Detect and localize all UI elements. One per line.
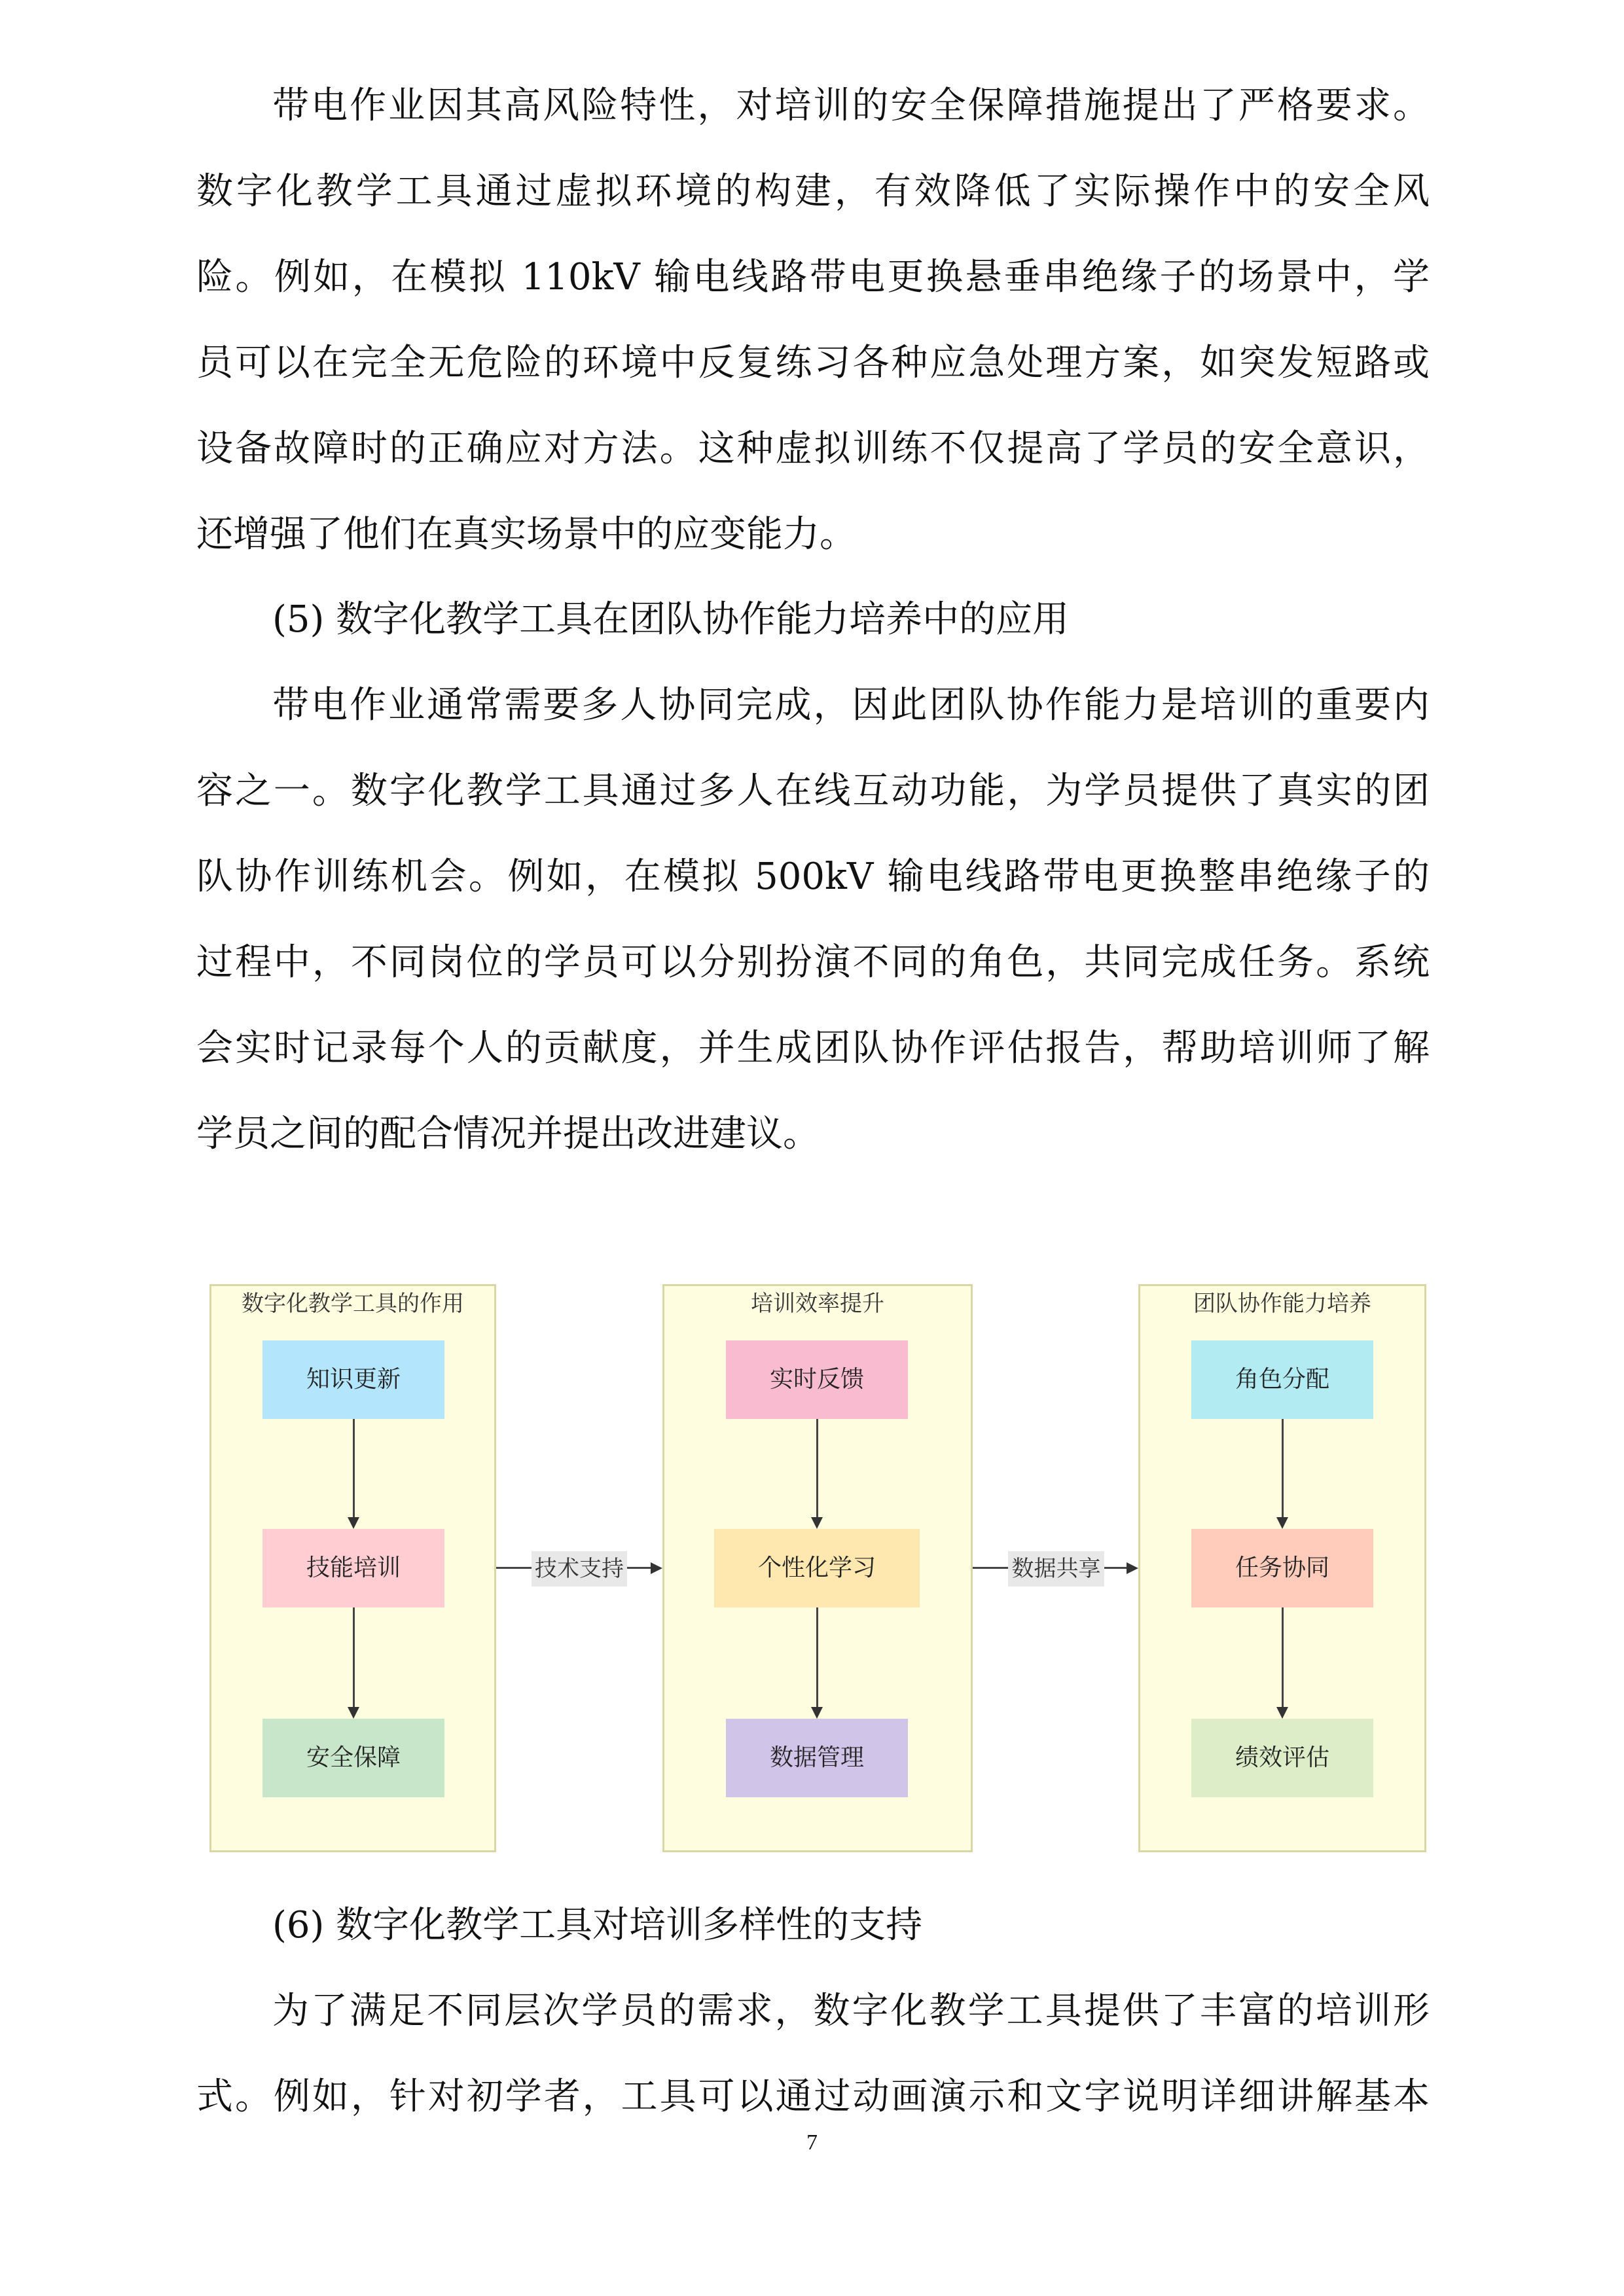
node-realtime-feedback: 实时反馈 — [726, 1340, 908, 1419]
arrow-down-icon — [811, 1517, 823, 1529]
text-line: 设备故障时的正确应对方法。这种虚拟训练不仅提高了学员的安全意识， — [196, 427, 1430, 470]
edge-line — [1282, 1419, 1284, 1517]
arrow-down-icon — [348, 1707, 359, 1719]
text-line: 险。例如，在模拟 110kV 输电线路带电更换悬垂串绝缘子的场景中，学 — [196, 256, 1430, 298]
section-heading-6: (6) 数字化教学工具对培训多样性的支持 — [272, 1904, 923, 1946]
node-task-collaboration: 任务协同 — [1191, 1529, 1373, 1607]
node-knowledge-update: 知识更新 — [262, 1340, 444, 1419]
arrow-down-icon — [811, 1707, 823, 1719]
text-line: 还增强了他们在真实场景中的应变能力。 — [196, 513, 856, 556]
group-title: 团队协作能力培养 — [1193, 1291, 1371, 1317]
arrow-down-icon — [348, 1517, 359, 1529]
group-title: 数字化教学工具的作用 — [242, 1291, 464, 1317]
text-line: 队协作训练机会。例如，在模拟 500kV 输电线路带电更换整串绝缘子的 — [196, 855, 1430, 898]
arrow-down-icon — [1276, 1707, 1288, 1719]
node-safety: 安全保障 — [262, 1719, 444, 1797]
node-data-management: 数据管理 — [726, 1719, 908, 1797]
arrow-down-icon — [1276, 1517, 1288, 1529]
text-line: 容之一。数字化教学工具通过多人在线互动功能，为学员提供了真实的团 — [196, 770, 1430, 812]
text-line: 数字化教学工具通过虚拟环境的构建，有效降低了实际操作中的安全风 — [196, 170, 1430, 213]
text-line: 学员之间的配合情况并提出改进建议。 — [196, 1113, 820, 1155]
edge-label-data-sharing: 数据共享 — [1008, 1551, 1104, 1587]
text-line: 员可以在完全无危险的环境中反复练习各种应急处理方案，如突发短路或 — [196, 342, 1430, 384]
node-personalized-learning: 个性化学习 — [714, 1529, 920, 1607]
group-title: 培训效率提升 — [751, 1291, 884, 1317]
node-role-assignment: 角色分配 — [1191, 1340, 1373, 1419]
text-line: 带电作业通常需要多人协同完成，因此团队协作能力是培训的重要内 — [272, 684, 1430, 726]
arrow-right-icon — [651, 1562, 662, 1574]
arrow-right-icon — [1127, 1562, 1138, 1574]
edge-line — [353, 1607, 355, 1707]
node-skill-training: 技能培训 — [262, 1529, 444, 1607]
edge-line — [816, 1607, 818, 1707]
edge-line — [353, 1419, 355, 1517]
edge-line — [816, 1419, 818, 1517]
text-line: 式。例如，针对初学者，工具可以通过动画演示和文字说明详细讲解基本 — [196, 2075, 1430, 2118]
section-heading-5: (5) 数字化教学工具在团队协作能力培养中的应用 — [272, 598, 1070, 641]
node-performance-evaluation: 绩效评估 — [1191, 1719, 1373, 1797]
page-number: 7 — [806, 2130, 818, 2155]
text-line: 为了满足不同层次学员的需求，数字化教学工具提供了丰富的培训形 — [272, 1990, 1430, 2032]
edge-line — [1282, 1607, 1284, 1707]
edge-label-tech-support: 技术支持 — [532, 1551, 627, 1587]
text-line: 带电作业因其高风险特性，对培训的安全保障措施提出了严格要求。 — [272, 84, 1430, 127]
text-line: 会实时记录每个人的贡献度，并生成团队协作评估报告，帮助培训师了解 — [196, 1027, 1430, 1069]
text-line: 过程中，不同岗位的学员可以分别扮演不同的角色，共同完成任务。系统 — [196, 941, 1430, 984]
